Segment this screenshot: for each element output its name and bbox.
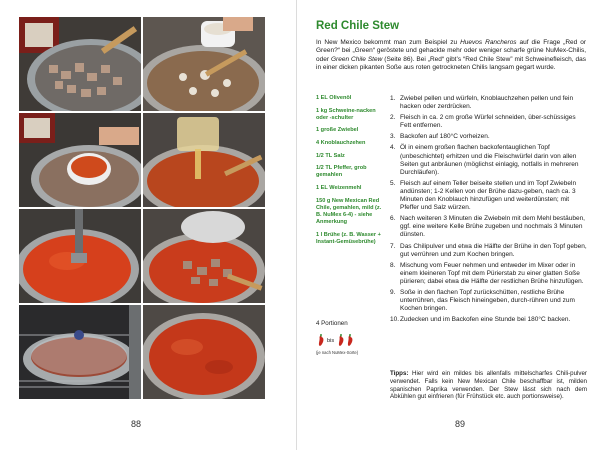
step-number: 5. xyxy=(390,179,396,187)
step-text: Das Chilipulver und etwa die Hälfte der Brühe in den Topf geben, gut verrühren und zum Kochen bringen. xyxy=(400,242,587,258)
step-text: Fleisch in ca. 2 cm große Würfel schneiden, über-schüssiges Fett entfernen. xyxy=(400,114,576,130)
recipe-title: Red Chile Stew xyxy=(316,20,400,32)
ingredient-list xyxy=(316,95,388,252)
step-item xyxy=(390,243,587,259)
servings-count: 4 Portionen xyxy=(316,320,348,327)
step-item xyxy=(390,316,587,324)
ingredient-item: 1 l Brühe (z. B. Wasser + Instant-Gemüsebrühe) xyxy=(316,231,381,245)
ingredient-item: 1 EL Olivenöl xyxy=(316,95,352,101)
step-item xyxy=(390,262,587,286)
chili-shape xyxy=(339,335,344,346)
step-number: 2. xyxy=(390,114,396,122)
ingredient-item: 1/2 TL Pfeffer, grob gemahlen xyxy=(316,165,367,179)
intro-italic-2: Green Chile Stew xyxy=(331,55,383,63)
step-text: Öl in einem großen flachen backofentauglichen Topf (unbeschichtet) erhitzen und die Fleischwürfel darin von allen Seiten gut anbräunen (möglichst einlagig, notfalls in mehreren Durchläufen). xyxy=(400,144,579,176)
chili-shape xyxy=(348,335,353,346)
tips-paragraph xyxy=(390,370,587,401)
step-item xyxy=(390,180,587,212)
step-text: Zwiebel pellen und würfeln, Knoblauchzehen pellen und fein hacken oder zerdrücken. xyxy=(400,95,574,111)
step-list xyxy=(390,95,587,327)
step-item xyxy=(390,114,587,130)
intro-text-3: (Seite 86). Bei „Red“ gibt’s “Red Chile Stew” mit Schweinefleisch, das in einer dicken pikanten Soße aus roten getrockneten Chilis langsam gegart wurde. xyxy=(316,55,586,72)
ingredient-item: 1 große Zwiebel xyxy=(316,127,359,134)
photo-grid xyxy=(19,17,265,399)
step-number: 1. xyxy=(390,95,396,102)
step-number: 7. xyxy=(390,242,396,250)
step-text: Mischung vom Feuer nehmen und entweder im Mixer oder in einem kleineren Topf mit dem Pürierstab zu einer glatten Soße pürieren; dabei etwa die Hälfte der restlichen Brühe hinzufügen. xyxy=(400,261,584,285)
step-item xyxy=(390,144,587,176)
page-number-left: 88 xyxy=(131,419,142,429)
photo-adding-meat-to-sauce xyxy=(143,209,265,303)
ingredient-item: 1/2 TL Salz xyxy=(316,152,345,159)
step-text: Zudecken und im Backofen eine Stunde bei 180°C backen. xyxy=(400,316,571,324)
step-number: 3. xyxy=(390,133,396,141)
step-text: Fleisch auf einem Teller beiseite stellen und im Topf Zwiebeln andünsten; 1-2 Kellen von der Brühe dazu-geben, nach ca. 3 Minuten den Knoblauch hinzufügen und weiterdünsten; mit Pfeffer und Salz würzen. xyxy=(400,179,577,212)
step-number: 10. xyxy=(390,316,400,324)
tips-text: Hier wird ein mildes bis allenfalls mittelscharfes Chili-pulver verwendet. Falls kein New Mexican Chile beschaffbar ist, milden spanischen Paprika verwenden. Der Stew lässt sich nach dem Abkühlen gut einfrieren (für Frühstück etc. auch portionsweise). xyxy=(390,370,587,401)
step-number: 9. xyxy=(390,288,396,296)
recipe-intro xyxy=(316,39,586,73)
intro-italic-1: Huevos Rancheros xyxy=(460,39,517,46)
step-number: 6. xyxy=(390,215,396,223)
ingredient-item: 1 EL Weizenmehl xyxy=(316,184,362,191)
photo-red-chile-sauce-pan xyxy=(19,209,141,303)
ingredient-item: 1 kg Schweine-nacken oder -schulter xyxy=(316,107,376,121)
heat-bis-label: bis xyxy=(327,337,335,344)
page-number-right: 89 xyxy=(455,419,466,429)
chili-pepper-icon xyxy=(336,334,345,347)
intro-text-2: auf die Frage „Red or Green?“ bei „Green“ geröstete und gehackte mehr oder weniger scharfe grüne NuMex-Chilis, oder xyxy=(316,39,586,63)
step-number: 8. xyxy=(390,261,396,269)
heat-note: (je nach NuMex-Sorte) xyxy=(316,350,359,355)
tips-label: Tipps: xyxy=(390,370,409,377)
chili-shape xyxy=(319,335,324,346)
photo-covered-pot-in-oven xyxy=(19,305,141,399)
chili-pepper-icon xyxy=(316,334,325,347)
photo-adding-flour-to-meat xyxy=(143,17,265,111)
step-number: 4. xyxy=(390,144,396,152)
step-text: Nach weiteren 3 Minuten die Zwiebeln mit dem Mehl bestäuben, ggf. eine weitere Kelle Brühe zugeben und nochmals 3 Minuten dünsten. xyxy=(400,215,585,239)
photo-meat-cubes-in-pan xyxy=(19,17,141,111)
ingredient-item: 4 Knoblauchzehen xyxy=(316,139,366,146)
photo-finished-red-chile-stew xyxy=(143,305,265,399)
step-text: Backofen auf 180°C vorheizen. xyxy=(400,133,490,141)
step-item xyxy=(390,215,587,239)
step-item xyxy=(390,133,587,141)
step-item xyxy=(390,95,587,111)
intro-text-1: In New Mexico bekommt man zum Beispiel zu xyxy=(316,39,461,46)
photo-red-chile-powder-bowl xyxy=(19,113,141,207)
chili-pepper-icon xyxy=(345,334,354,347)
photo-pouring-broth-into-chile xyxy=(143,113,265,207)
step-text: Soße in den flachen Topf zurückschütten, restliche Brühe unterrühren, das Fleisch hineingeben, durch-rühren und zum Kochen bringen. xyxy=(400,288,575,313)
heat-level xyxy=(316,334,354,347)
step-item xyxy=(390,289,587,313)
left-page xyxy=(0,0,297,450)
ingredient-item: 150 g New Mexican Red Chile, gemahlen, mild (z. B. NuMex 6-4) - siehe Anmerkung xyxy=(316,197,382,226)
